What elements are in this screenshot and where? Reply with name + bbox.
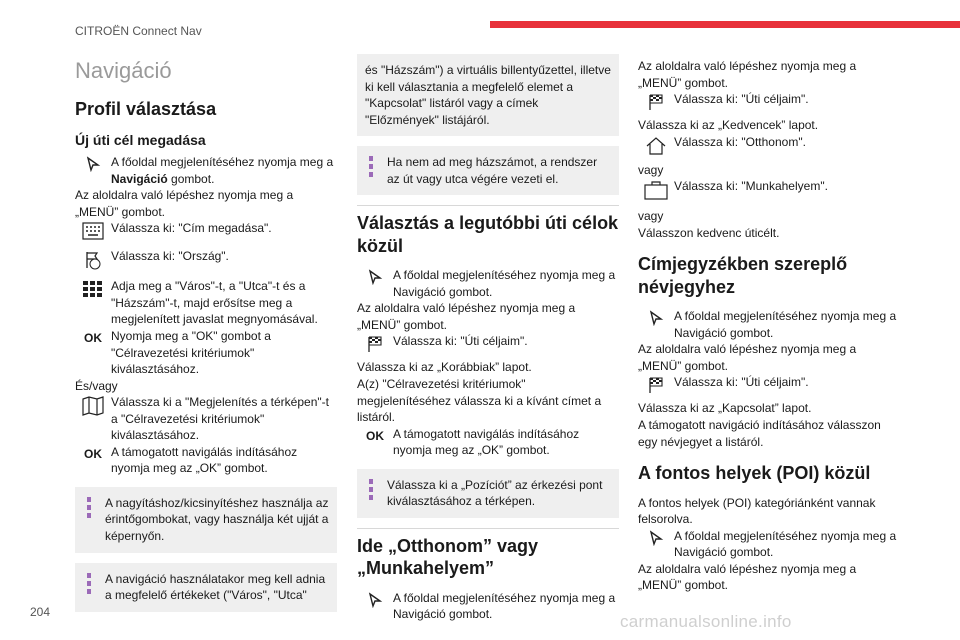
step-text: vagy <box>638 209 664 224</box>
info-note-continued <box>357 54 619 136</box>
step-bold: Navigáció <box>111 171 168 186</box>
step <box>638 308 900 341</box>
ok-label: OK <box>84 446 102 461</box>
header-red-bar <box>490 21 960 28</box>
info-bar-icon <box>87 573 91 597</box>
step-text: gombot. <box>167 171 215 186</box>
step-text: Válassza ki az „Kedvencek” lapot. <box>638 118 819 133</box>
step-text: Válassza ki: "Úti céljaim". <box>393 334 528 349</box>
step <box>638 528 900 561</box>
note-text: és "Házszám") a virtuális billentyűzettel, illetve ki kell választania a megfelelő elemet a "Kapcsolat" listáról vagy a címek "Előzmények" listájáról. <box>365 63 611 127</box>
step-text: Az aloldalra való lépéshez nyomja meg a „MENÜ” gombot. <box>638 561 857 593</box>
column-3 <box>638 48 900 594</box>
ok-label: OK <box>84 331 102 345</box>
step <box>75 154 337 187</box>
step-text: Adja meg a "Város"-t, a "Utca"-t és a "Házszám"-t, majd erősítse meg a megjelenített javaslat megnyomásával. <box>111 279 318 327</box>
flag-destination-icon <box>638 374 674 394</box>
step <box>75 394 337 444</box>
navigation-arrow-icon <box>638 308 674 326</box>
note-text: Ha nem ad meg házszámot, a rendszer az út vagy utca végére vezeti el. <box>387 155 598 186</box>
step-text: Az aloldalra való lépéshez nyomja meg a „MENÜ” gombot. <box>357 301 576 332</box>
ok-label: OK <box>366 428 384 443</box>
heading-cimjegyzek: Címjegyzékben szereplő névjegyhez <box>638 254 848 297</box>
step-text: Válassza ki: "Úti céljaim". <box>674 92 809 107</box>
column-1 <box>75 48 337 622</box>
divider <box>357 205 619 206</box>
step <box>357 590 619 623</box>
step-text: Válassza ki: "Cím megadása". <box>111 221 272 236</box>
flag-destination-icon <box>357 333 393 353</box>
step-text: És/vagy <box>75 378 118 393</box>
step <box>638 134 900 156</box>
step-text: Válassza ki az „Korábbiak” lapot. <box>357 360 532 375</box>
note-text: Válassza ki a „Pozíciót” az érkezési pont kiválasztásához a térképen. <box>387 477 603 509</box>
keyboard-icon <box>75 220 111 240</box>
info-note <box>357 146 619 195</box>
header-title: CITROËN Connect Nav <box>75 24 202 38</box>
watermark: carmanualsonline.info <box>620 612 792 631</box>
info-note <box>75 563 337 612</box>
navigation-arrow-icon <box>357 267 393 285</box>
step-text: Válasszon kedvenc úticélt. <box>638 225 780 240</box>
info-bar-icon <box>87 497 91 521</box>
step-text: A(z) "Célravezetési kritériumok" megjelenítéséhez válassza ki a kívánt címet a listáról. <box>357 377 602 425</box>
step <box>638 178 900 200</box>
step-text: Válassza ki: "Munkahelyem". <box>674 179 828 194</box>
step-text: Az aloldalra való lépéshez nyomja meg a „MENÜ” gombot. <box>638 59 857 90</box>
step-text: A főoldal megjelenítéséhez nyomja meg a Navigáció gombot. <box>674 309 897 340</box>
step-text: Válassza ki: "Ország". <box>111 249 229 264</box>
step-text: vagy <box>638 162 664 177</box>
page-number: 204 <box>30 605 51 619</box>
home-icon <box>638 134 674 156</box>
step <box>638 91 900 111</box>
navigation-arrow-icon <box>357 590 393 608</box>
navigation-arrow-icon <box>75 154 111 172</box>
step <box>75 248 337 270</box>
info-note <box>75 487 337 553</box>
map-icon <box>75 394 111 416</box>
heading-profil: Profil választása <box>75 99 217 120</box>
step-text: Nyomja meg a "OK" gombot a "Célravezetési kritériumok" kiválasztásához. <box>111 329 271 377</box>
briefcase-icon <box>638 178 674 200</box>
step <box>75 328 337 378</box>
info-bar-icon <box>369 156 373 180</box>
step-text: Válassza ki a "Megjelenítés a térképen"-t a "Célravezetési kritériumok" kiválasztásához. <box>111 395 329 443</box>
info-bar-icon <box>369 479 373 503</box>
step-text: A támogatott navigáció indításához válasszon egy névjegyet a listáról. <box>638 418 881 449</box>
step-text: Válassza ki az „Kapcsolat” lapot. <box>638 401 812 416</box>
heading-uj-uti-cel: Új úti cél megadása <box>75 131 206 148</box>
grid-keypad-icon <box>75 278 111 298</box>
step <box>75 444 337 477</box>
step-text: A főoldal megjelenítéséhez nyomja meg a Navigáció gombot. <box>393 590 616 622</box>
step-text: Az aloldalra való lépéshez nyomja meg a „MENÜ” gombot. <box>75 188 294 219</box>
flag-destination-icon <box>638 91 674 111</box>
step-text: A főoldal megjelenítéséhez nyomja meg a Navigáció gombot. <box>393 268 616 299</box>
heading-poi: A fontos helyek (POI) közül <box>638 463 871 484</box>
step <box>638 374 900 394</box>
heading-valasztas: Választás a legutóbbi úti célok közül <box>357 213 619 256</box>
divider <box>357 528 619 529</box>
step-text: A főoldal megjelenítéséhez nyomja meg a <box>111 155 334 170</box>
heading-otthon: Ide „Otthonom” vagy „Munkahelyem” <box>357 535 539 579</box>
step-text: A támogatott navigálás indításához nyomja meg az „OK” gombot. <box>393 426 580 458</box>
navigation-arrow-icon <box>638 528 674 546</box>
step <box>357 333 619 353</box>
step-text: A fontos helyek (POI) kategóriánként vannak felsorolva. <box>638 495 876 527</box>
step <box>357 267 619 300</box>
note-text: A nagyításhoz/kicsinyítéshez használja az érintőgombokat, vagy használja két ujját a képernyőn. <box>105 495 329 544</box>
country-flag-icon <box>75 248 111 270</box>
info-note <box>357 469 619 518</box>
column-2 <box>357 48 619 623</box>
step <box>75 278 337 328</box>
step <box>75 220 337 240</box>
step <box>357 426 619 459</box>
step-text: Az aloldalra való lépéshez nyomja meg a „MENÜ” gombot. <box>638 342 857 373</box>
step-text: A főoldal megjelenítéséhez nyomja meg a Navigáció gombot. <box>674 528 897 560</box>
step-text: A támogatott navigálás indításához nyomja meg az „OK” gombot. <box>111 444 298 476</box>
step-text: Válassza ki: "Otthonom". <box>674 134 806 149</box>
step-text: Válassza ki: "Úti céljaim". <box>674 375 809 390</box>
note-text: A navigáció használatakor meg kell adnia a megfelelő értékeket ("Város", "Utca" <box>105 571 326 603</box>
page-title: Navigáció <box>75 58 172 83</box>
